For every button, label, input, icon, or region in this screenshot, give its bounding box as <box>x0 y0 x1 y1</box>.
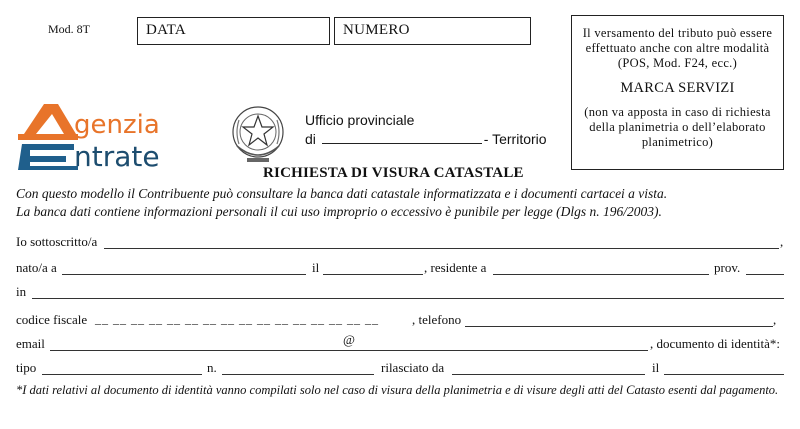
codice-fiscale-label: codice fiscale <box>16 312 88 327</box>
address-field[interactable] <box>32 298 784 299</box>
row-sottoscritto <box>16 234 97 250</box>
codice-fiscale-field[interactable]: __ __ __ __ __ __ __ __ __ __ __ __ __ __ __ __ <box>95 312 379 326</box>
intro-line-1: Con questo modello il Contribuente può consultare la banca dati catastale informatizzata e i documenti cartacei a vista. <box>16 186 668 201</box>
email-field[interactable] <box>50 350 648 351</box>
document-date-field[interactable] <box>664 374 784 375</box>
at-sign: @ <box>343 332 355 347</box>
tipo-label: tipo <box>16 360 37 375</box>
comma-2: , <box>773 312 777 327</box>
telefono-field[interactable] <box>465 326 773 327</box>
rilasciato-label: rilasciato da <box>381 360 445 375</box>
prov-label: prov. <box>714 260 741 275</box>
in-label: in <box>16 284 27 299</box>
office-territorio-label: - Territorio <box>483 131 547 147</box>
n-label: n. <box>207 360 217 375</box>
republic-emblem-icon <box>229 102 287 168</box>
logo-line1: genzia <box>74 110 160 140</box>
footnote: *I dati relativi al documento di identità vanno compilati solo nel caso di visura della planimetria e di visure degli atti del Catasto esenti dal pagamento. <box>16 383 779 397</box>
birth-date-field[interactable] <box>323 274 423 275</box>
nato-field[interactable] <box>62 274 306 275</box>
marca-note-bottom: (non va apposta in caso di richiesta della planimetria o dell’elaborato planimetrico) <box>584 105 771 149</box>
logo-e-shape <box>18 144 78 170</box>
marca-servizi-box <box>571 15 784 170</box>
form-title: RICHIESTA DI VISURA CATASTALE <box>263 165 524 181</box>
intro-line-2: La banca dati contiene informazioni personali il cui uso improprio o eccessivo è punibile per legge (Dlgs n. 196/2003). <box>16 203 662 219</box>
sottoscritto-field[interactable] <box>104 248 779 249</box>
agenzia-entrate-logo <box>14 100 230 170</box>
logo-a-shape <box>24 104 76 134</box>
residente-label: , residente a <box>424 260 487 275</box>
email-label: email <box>16 336 45 351</box>
marca-title: MARCA SERVIZI <box>620 80 735 96</box>
logo-line2: ntrate <box>74 140 160 170</box>
model-code: Mod. 8T <box>48 22 90 36</box>
il-label: il <box>312 260 320 275</box>
rilasciato-field[interactable] <box>452 374 645 375</box>
sottoscritto-label: Io sottoscritto/a <box>16 234 98 249</box>
residente-field[interactable] <box>493 274 709 275</box>
marca-note-top: Il versamento del tributo può essere effettuato anche con altre modalità (POS, Mod. F24, ecc.) <box>582 26 773 70</box>
prov-field[interactable] <box>746 274 784 275</box>
il-doc-label: il <box>652 360 660 375</box>
documento-label: , documento di identità*: <box>650 336 780 351</box>
data-label: DATA <box>146 22 186 38</box>
tipo-field[interactable] <box>42 374 202 375</box>
nato-label: nato/a a <box>16 260 57 275</box>
comma-1: , <box>780 234 784 249</box>
numero-field[interactable] <box>334 17 531 45</box>
form-intro <box>16 185 667 220</box>
office-block <box>305 111 547 149</box>
telefono-label: , telefono <box>412 312 462 327</box>
numero-label: NUMERO <box>343 22 410 38</box>
data-field[interactable] <box>137 17 330 45</box>
office-di-label: di <box>305 131 316 147</box>
numero-documento-field[interactable] <box>222 374 374 375</box>
office-label: Ufficio provinciale <box>305 112 415 128</box>
office-city-field[interactable] <box>322 130 482 144</box>
